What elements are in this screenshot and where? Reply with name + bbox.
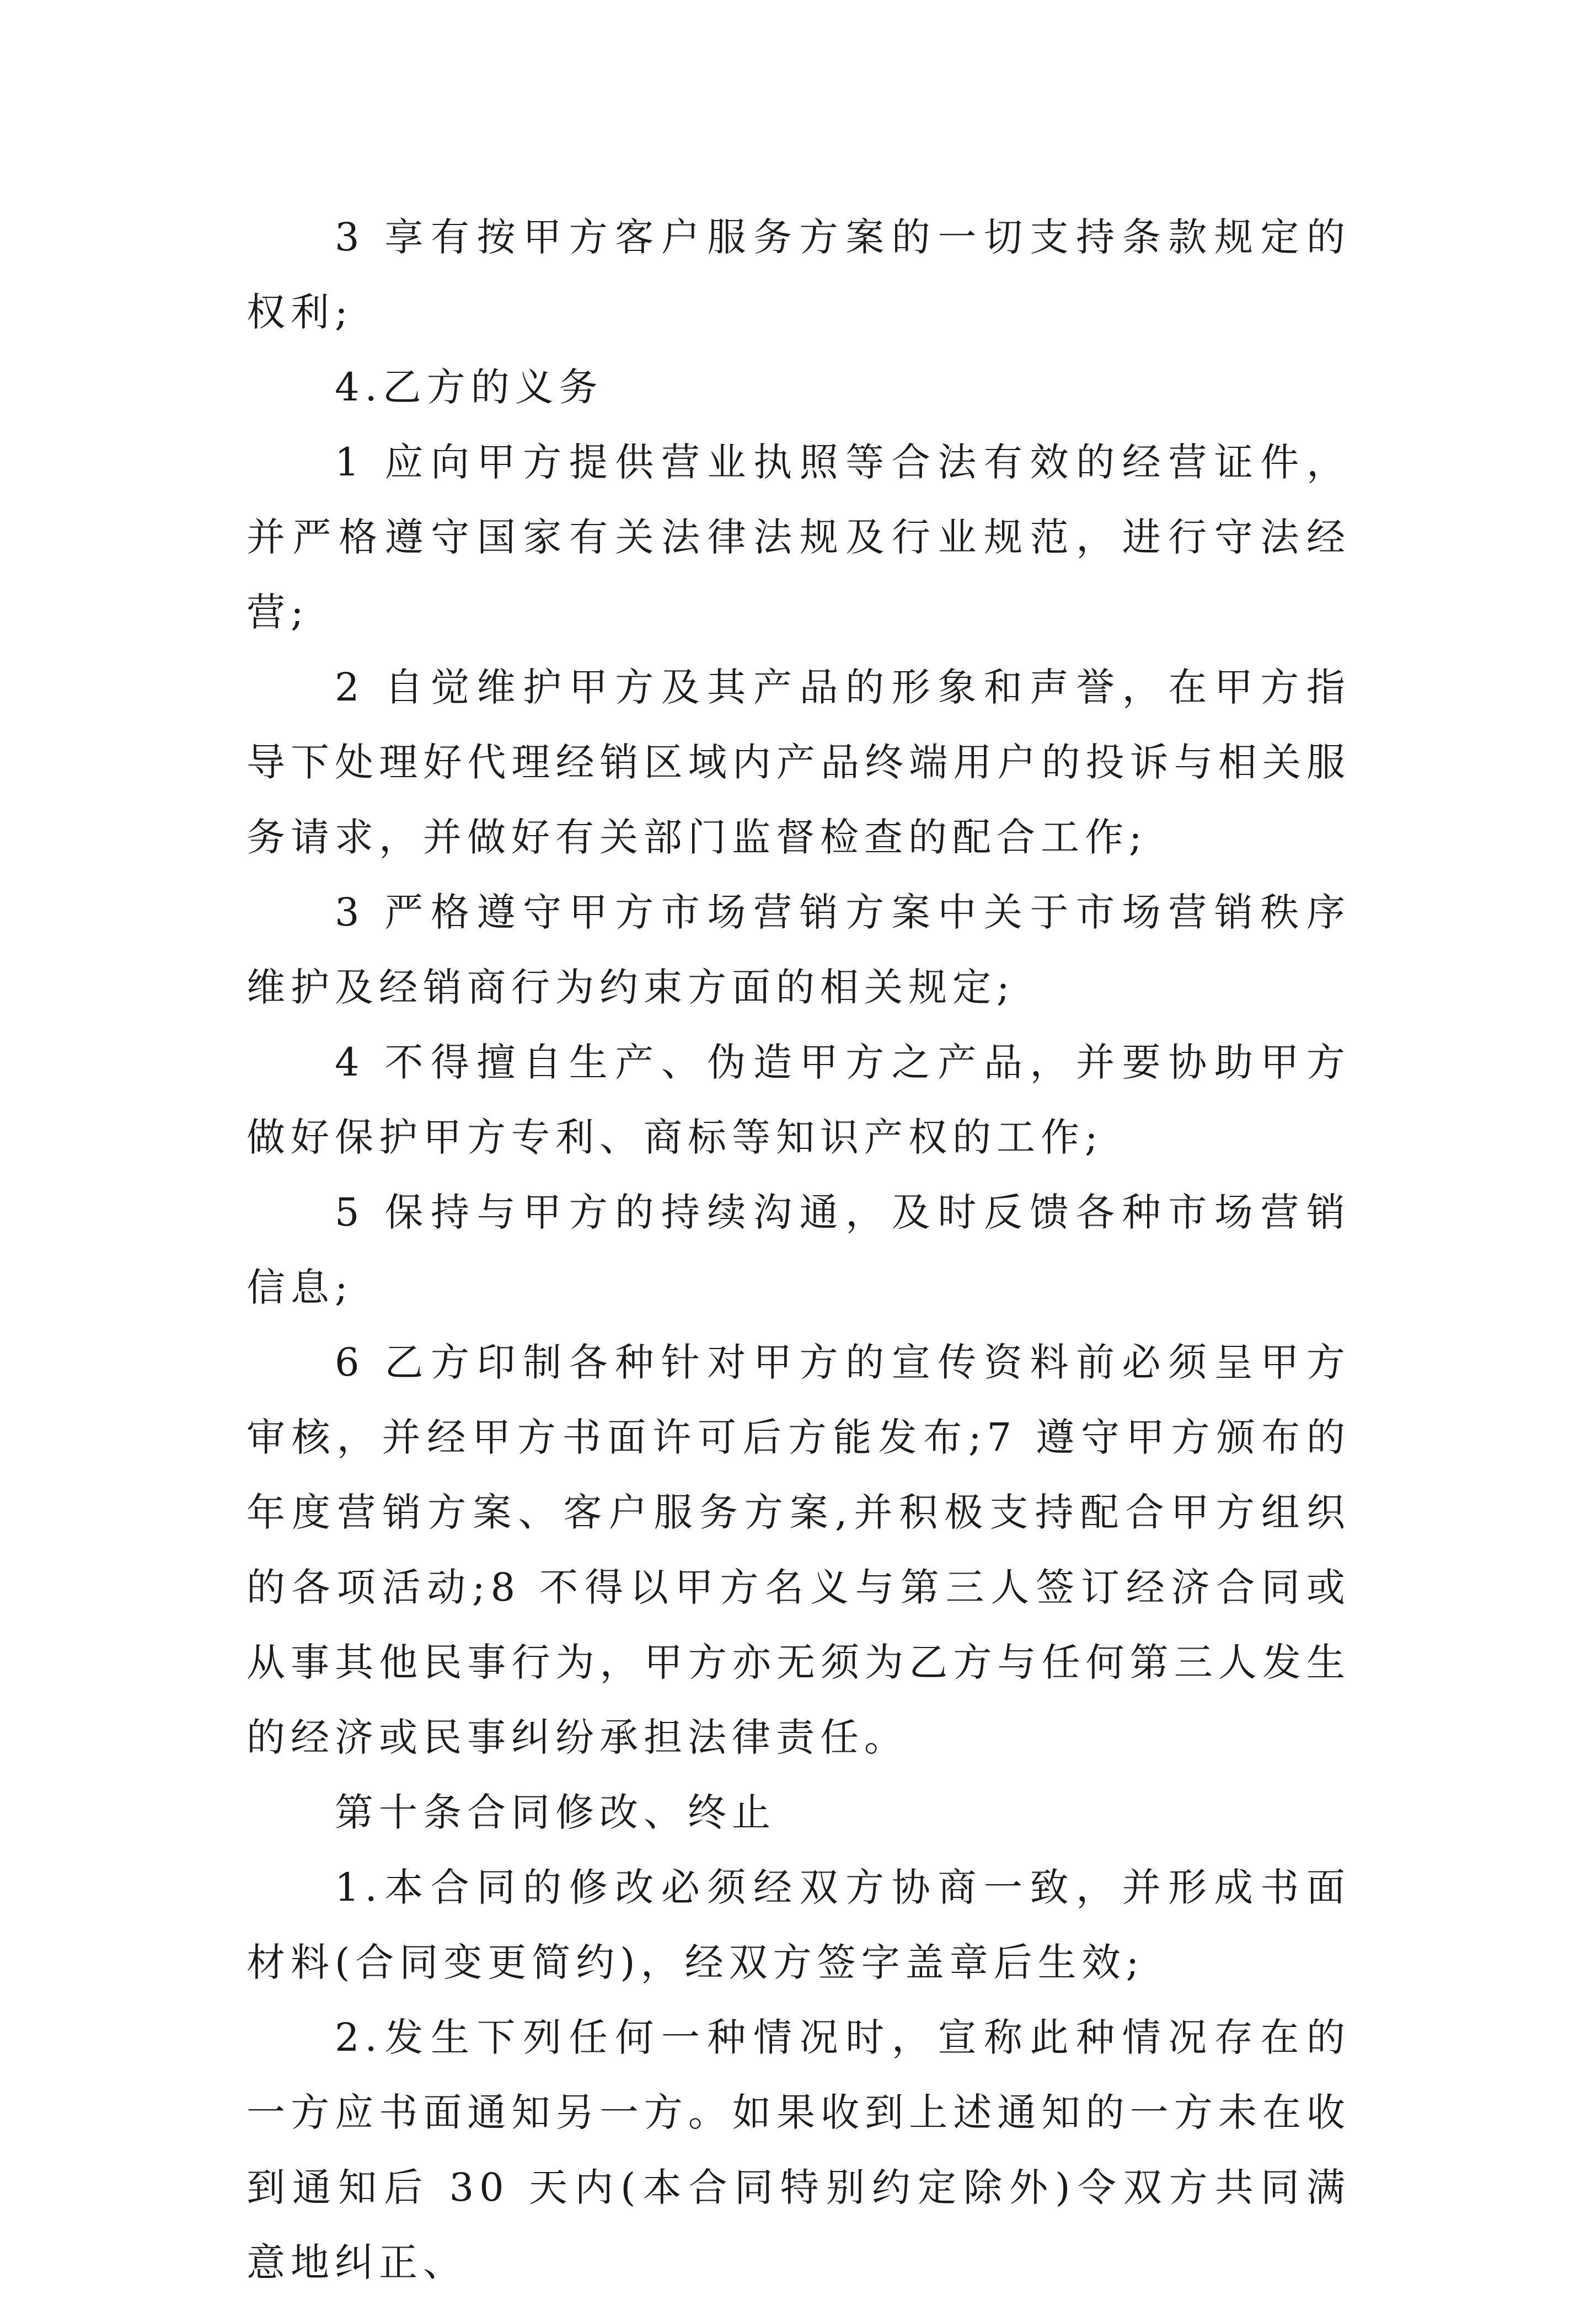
clause-paragraph: 1 应向甲方提供营业执照等合法有效的经营证件，并严格遵守国家有关法律法规及行业规范，进行守法经营; — [247, 440, 1351, 635]
document-body — [247, 200, 1351, 2300]
section-heading: 4.乙方的义务 — [335, 365, 603, 410]
clause-paragraph: 5 保持与甲方的持续沟通，及时反馈各种市场营销信息; — [247, 1190, 1351, 1310]
clause-paragraph: 3 享有按甲方客户服务方案的一切支持条款规定的权利; — [247, 215, 1351, 335]
clause-paragraph: 1.本合同的修改必须经双方协商一致，并形成书面材料(合同变更简约)，经双方签字盖章后生效; — [247, 1865, 1351, 1985]
clause-paragraph: 2.发生下列任何一种情况时，宣称此种情况存在的一方应书面通知另一方。如果收到上述通知的一方未在收到通知后 30 天内(本合同特别约定除外)令双方共同满意地纠正、 — [247, 2015, 1351, 2285]
clause-paragraph: 6 乙方印制各种针对甲方的宣传资料前必须呈甲方审核，并经甲方书面许可后方能发布;7 遵守甲方颁布的年度营销方案、客户服务方案,并积极支持配合甲方组织的各项活动;8 不得以甲方名义与第三人签订经济合同或从事其他民事行为，甲方亦无须为乙方与任何第三人发生的经济或民事纠纷承担法律责任。 — [247, 1340, 1351, 1760]
clause-paragraph: 3 严格遵守甲方市场营销方案中关于市场营销秩序维护及经销商行为约束方面的相关规定; — [247, 890, 1351, 1010]
article-heading: 第十条合同修改、终止 — [335, 1790, 776, 1835]
clause-paragraph: 4 不得擅自生产、伪造甲方之产品，并要协助甲方做好保护甲方专利、商标等知识产权的工作; — [247, 1040, 1351, 1160]
clause-paragraph: 2 自觉维护甲方及其产品的形象和声誉，在甲方指导下处理好代理经销区域内产品终端用户的投诉与相关服务请求，并做好有关部门监督检查的配合工作; — [247, 665, 1351, 860]
